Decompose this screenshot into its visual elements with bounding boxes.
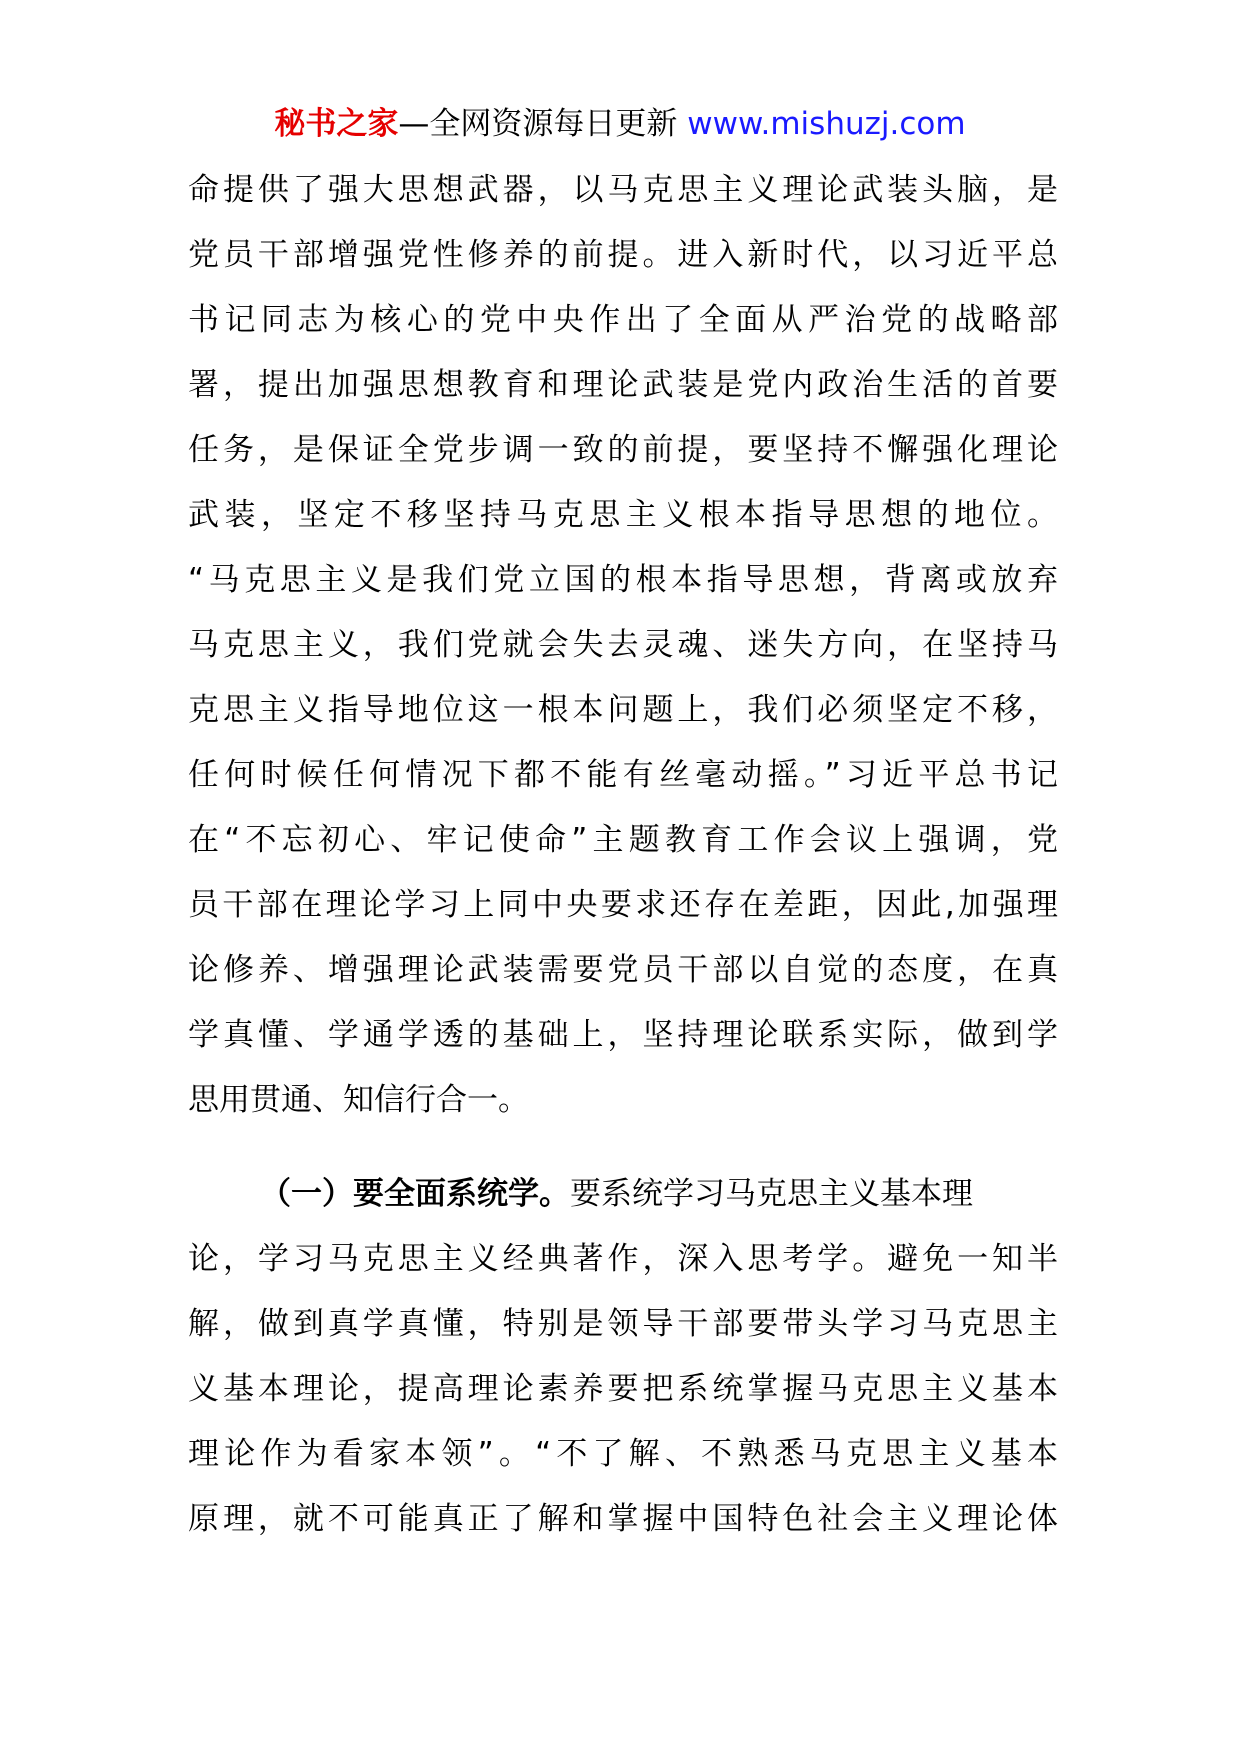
text-line: 原理，就不可能真正了解和掌握中国特色社会主义理论体 bbox=[188, 1501, 1058, 1537]
text-line: 理论作为看家本领”。“不了解、不熟悉马克思主义基本 bbox=[188, 1436, 1058, 1472]
text-line: 党员干部增强党性修养的前提。进入新时代，以习近平总 bbox=[188, 237, 1058, 273]
text-line: 义基本理论，提高理论素养要把系统掌握马克思主义基本 bbox=[188, 1371, 1058, 1407]
text-line: 命提供了强大思想武器，以马克思主义理论武装头脑，是 bbox=[188, 172, 1058, 208]
text-line bbox=[188, 1162, 1058, 1227]
text-line: 任务，是保证全党步调一致的前提，要坚持不懈强化理论 bbox=[188, 432, 1058, 468]
body-paragraph-2 bbox=[188, 1162, 1058, 1552]
text-line: “马克思主义是我们党立国的根本指导思想，背离或放弃 bbox=[188, 562, 1058, 598]
text-line: 学真懂、学通学透的基础上，坚持理论联系实际，做到学 bbox=[188, 1017, 1058, 1053]
section-heading: （一）要全面系统学。 bbox=[260, 1176, 570, 1212]
text-line: 思用贯通、知信行合一。 bbox=[188, 1082, 529, 1118]
text-line: 在“不忘初心、牢记使命”主题教育工作会议上强调，党 bbox=[188, 822, 1058, 858]
text-line: 马克思主义，我们党就会失去灵魂、迷失方向，在坚持马 bbox=[188, 627, 1058, 663]
header-brand: 秘书之家 bbox=[274, 106, 399, 142]
text-line: 论，学习马克思主义经典著作，深入思考学。避免一知半 bbox=[188, 1241, 1058, 1277]
text-line: 员干部在理论学习上同中央要求还存在差距，因此,加强理 bbox=[188, 887, 1058, 923]
body-paragraph-1 bbox=[188, 158, 1058, 1133]
section-text: 要系统学习马克思主义基本理 bbox=[570, 1176, 973, 1212]
text-line: 署，提出加强思想教育和理论武装是党内政治生活的首要 bbox=[188, 367, 1058, 403]
header-tagline: —全网资源每日更新 bbox=[398, 106, 678, 142]
text-line: 武装，坚定不移坚持马克思主义根本指导思想的地位。 bbox=[188, 497, 1058, 533]
page-header bbox=[0, 100, 1240, 148]
text-line: 任何时候任何情况下都不能有丝毫动摇。”习近平总书记 bbox=[188, 757, 1058, 793]
text-line: 论修养、增强理论武装需要党员干部以自觉的态度，在真 bbox=[188, 952, 1058, 988]
text-line: 克思主义指导地位这一根本问题上，我们必须坚定不移， bbox=[188, 692, 1058, 728]
header-url-link[interactable]: www.mishuzj.com bbox=[687, 106, 966, 142]
text-line: 书记同志为核心的党中央作出了全面从严治党的战略部 bbox=[188, 302, 1058, 338]
text-line: 解，做到真学真懂，特别是领导干部要带头学习马克思主 bbox=[188, 1306, 1058, 1342]
